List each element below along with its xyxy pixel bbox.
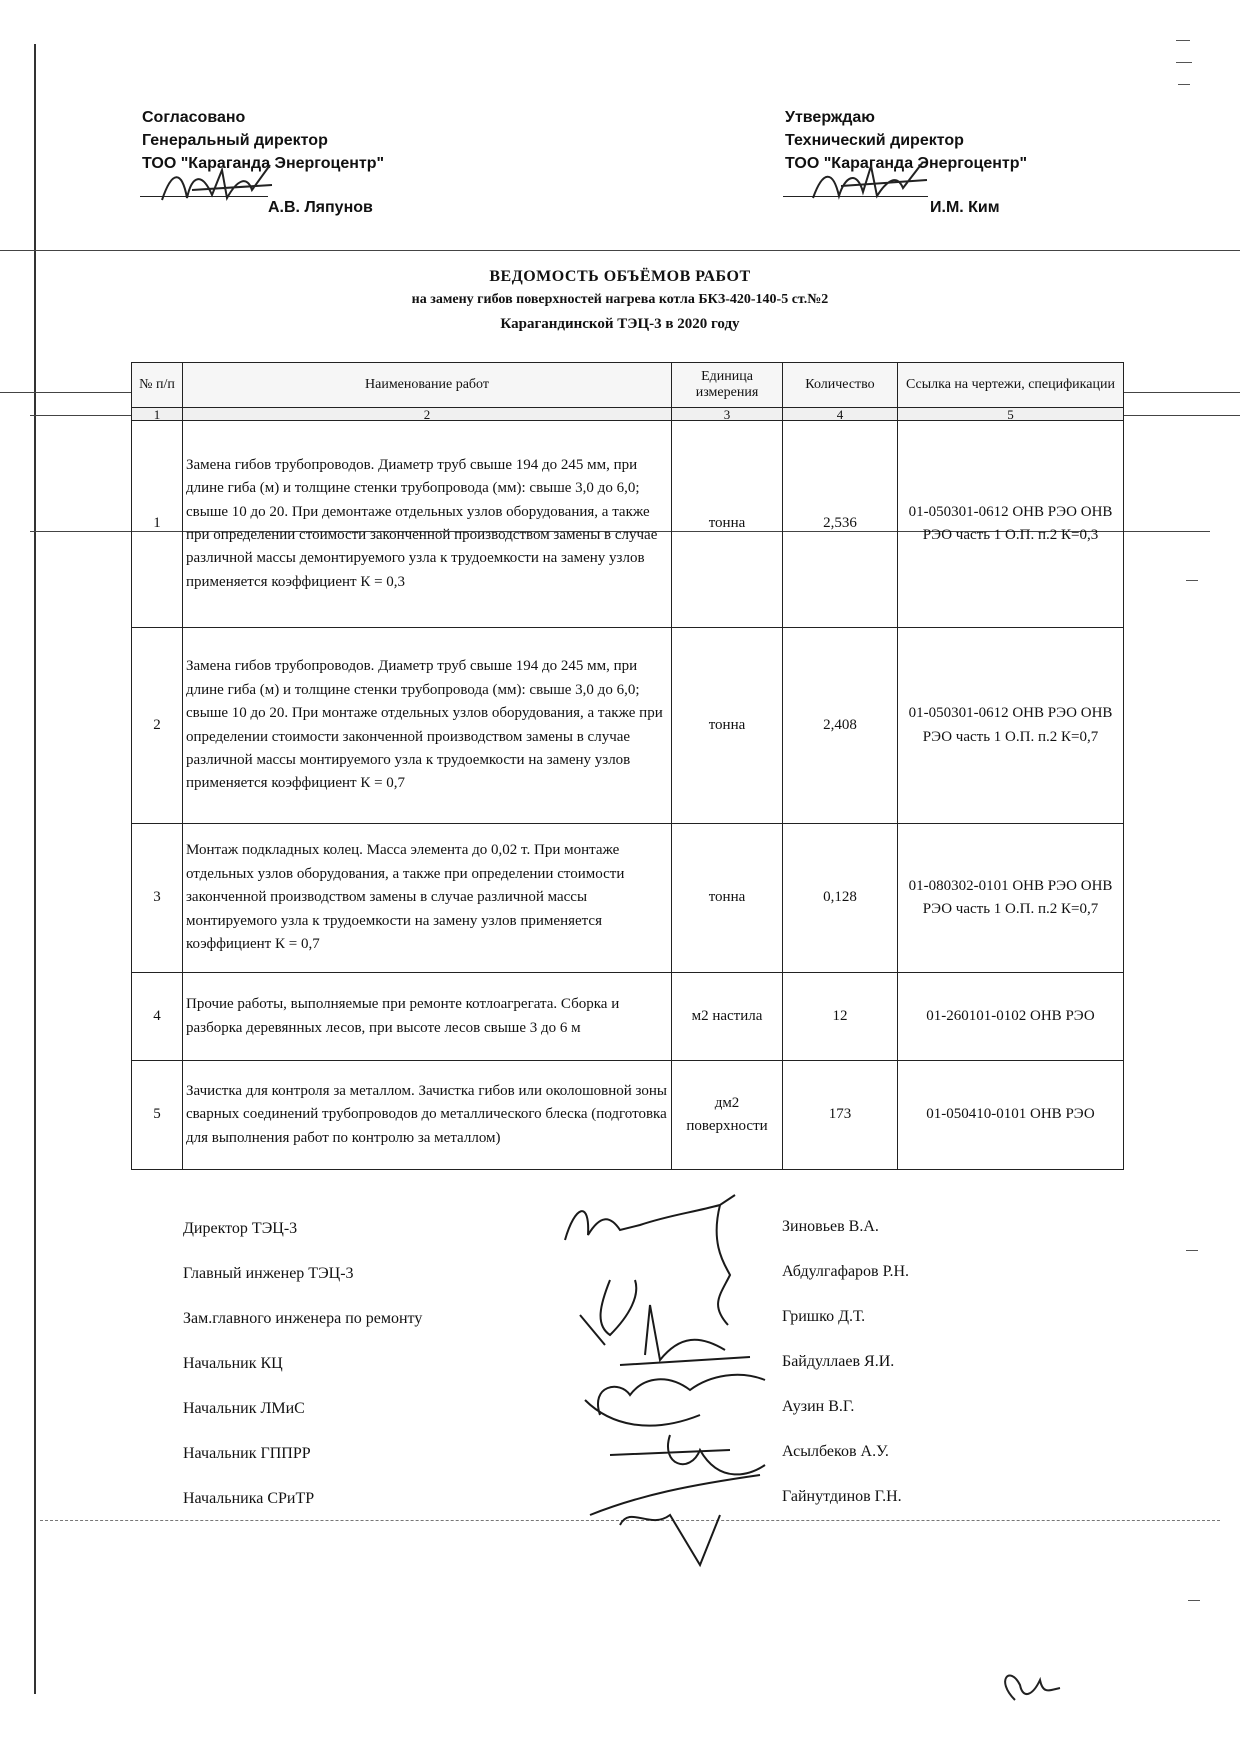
row-num: 5 — [132, 1061, 183, 1170]
row-ref: 01-050301-0612 ОНВ РЭО ОНВ РЭО часть 1 О.П. п.2 К=0,7 — [898, 628, 1124, 824]
handwritten-signatures-icon — [550, 1185, 790, 1565]
signature-left-icon — [152, 160, 292, 210]
header-ref: Ссылка на чертежи, спецификации — [898, 363, 1124, 408]
table-index-row — [132, 408, 1124, 421]
signature-position: Главный инженер ТЭЦ-3 — [183, 1265, 354, 1282]
signature-position: Директор ТЭЦ-3 — [183, 1220, 298, 1237]
index-cell: 1 — [132, 408, 183, 421]
signature-name: Абдулгафаров Р.Н. — [782, 1263, 910, 1280]
approval-left-line1: Согласовано — [142, 109, 246, 126]
signature-position: Зам.главного инженера по ремонту — [183, 1310, 423, 1327]
signature-position: Начальник ГППРР — [183, 1445, 311, 1462]
approval-left-line3: ТОО "Караганда Энергоцентр" — [142, 155, 385, 172]
works-table — [131, 362, 1124, 1170]
row-name: Монтаж подкладных колец. Масса элемента до 0,02 т. При монтаже отдельных узлов оборудования, а также при определении стоимости законченной производством замены в случае различной массы монтируемого узла к трудоемкости на замену узлов применяется коэффициент К = 0,7 — [183, 824, 672, 973]
row-num: 4 — [132, 973, 183, 1061]
index-cell: 3 — [672, 408, 783, 421]
row-qty: 173 — [783, 1061, 898, 1170]
row-unit: тонна — [672, 628, 783, 824]
index-cell: 4 — [783, 408, 898, 421]
signature-name: Зиновьев В.А. — [782, 1218, 879, 1235]
row-qty: 2,536 — [783, 421, 898, 628]
index-cell: 2 — [183, 408, 672, 421]
scan-artifact-tick — [1176, 40, 1190, 41]
scan-artifact-tick — [1186, 580, 1198, 581]
table-header-row — [132, 363, 1124, 408]
signature-name: Байдуллаев Я.И. — [782, 1353, 895, 1370]
row-unit: тонна — [672, 421, 783, 628]
row-unit: дм2 поверхности — [672, 1061, 783, 1170]
signature-name: Гайнутдинов Г.Н. — [782, 1488, 902, 1505]
row-unit: м2 настила — [672, 973, 783, 1061]
approval-right-line2: Технический директор — [785, 132, 964, 149]
header-unit: Единица измерения — [672, 363, 783, 408]
table-row — [132, 973, 1124, 1061]
approval-left-name: А.В. Ляпунов — [268, 199, 373, 216]
document-title: ВЕДОМОСТЬ ОБЪЁМОВ РАБОТ — [489, 268, 751, 285]
scan-artifact-tick — [1188, 1600, 1200, 1601]
signature-name: Аузин В.Г. — [782, 1398, 855, 1415]
table-row — [132, 1061, 1124, 1170]
approval-right-line3: ТОО "Караганда Энергоцентр" — [785, 155, 1028, 172]
row-name: Замена гибов трубопроводов. Диаметр труб свыше 194 до 245 мм, при длине гиба (м) и толщине стенки трубопровода (мм): свыше 3,0 до 6,0; свыше 10 до 20. При демонтаже отдельных узлов оборудования, а также при определении стоимости законченной производством замены в случае различной массы демонтируемого узла к трудоемкости на замену узлов применяется коэффициент К = 0,3 — [183, 421, 672, 628]
approval-right-name: И.М. Ким — [930, 199, 1000, 216]
scan-artifact-line — [0, 250, 1240, 251]
row-name: Прочие работы, выполняемые при ремонте котлоагрегата. Сборка и разборка деревянных лесов, при высоте лесов свыше 3 до 6 м — [183, 973, 672, 1061]
row-qty: 0,128 — [783, 824, 898, 973]
index-cell: 5 — [898, 408, 1124, 421]
table-row — [132, 824, 1124, 973]
approval-right-line1: Утверждаю — [785, 109, 875, 126]
row-name: Замена гибов трубопроводов. Диаметр труб свыше 194 до 245 мм, при длине гиба (м) и толщине стенки трубопровода (мм): свыше 3,0 до 6,0; свыше 10 до 20. При монтаже отдельных узлов оборудования, а также при определении стоимости законченной производством замены в случае различной массы монтируемого узла к трудоемкости на замену узлов применяется коэффициент К = 0,7 — [183, 628, 672, 824]
signature-position: Начальник ЛМиС — [183, 1400, 305, 1417]
document-subtitle: на замену гибов поверхностей нагрева котла БКЗ-420-140-5 ст.№2 — [411, 292, 829, 307]
row-ref: 01-260101-0102 ОНВ РЭО — [898, 973, 1124, 1061]
scan-artifact-tick — [1176, 62, 1192, 63]
document-subtitle-2: Карагандинской ТЭЦ-3 в 2020 году — [500, 316, 740, 332]
row-num: 1 — [132, 421, 183, 628]
row-ref: 01-050301-0612 ОНВ РЭО ОНВ РЭО часть 1 О.П. п.2 К=0,3 — [898, 421, 1124, 628]
row-ref: 01-080302-0101 ОНВ РЭО ОНВ РЭО часть 1 О.П. п.2 К=0,7 — [898, 824, 1124, 973]
scan-artifact-tick — [1186, 1250, 1198, 1251]
signature-right-icon — [805, 158, 945, 208]
row-ref: 01-050410-0101 ОНВ РЭО — [898, 1061, 1124, 1170]
scan-artifact-tick — [1178, 84, 1190, 85]
signature-name: Гришко Д.Т. — [782, 1308, 866, 1325]
table-row — [132, 628, 1124, 824]
header-num: № п/п — [132, 363, 183, 408]
row-qty: 2,408 — [783, 628, 898, 824]
header-name: Наименование работ — [183, 363, 672, 408]
header-qty: Количество — [783, 363, 898, 408]
signature-position: Начальника СРиТР — [183, 1490, 315, 1507]
row-qty: 12 — [783, 973, 898, 1061]
row-num: 2 — [132, 628, 183, 824]
row-num: 3 — [132, 824, 183, 973]
table-row — [132, 421, 1124, 628]
row-unit: тонна — [672, 824, 783, 973]
approval-left-line2: Генеральный директор — [142, 132, 328, 149]
row-name: Зачистка для контроля за металлом. Зачистка гибов или околошовной зоны сварных соединений трубопроводов до металлического блеска (подготовка для выполнения работ по контролю за металлом) — [183, 1061, 672, 1170]
signature-name: Асылбеков А.У. — [782, 1443, 889, 1460]
signature-position: Начальник КЦ — [183, 1355, 283, 1372]
page-initials-icon — [985, 1660, 1065, 1710]
